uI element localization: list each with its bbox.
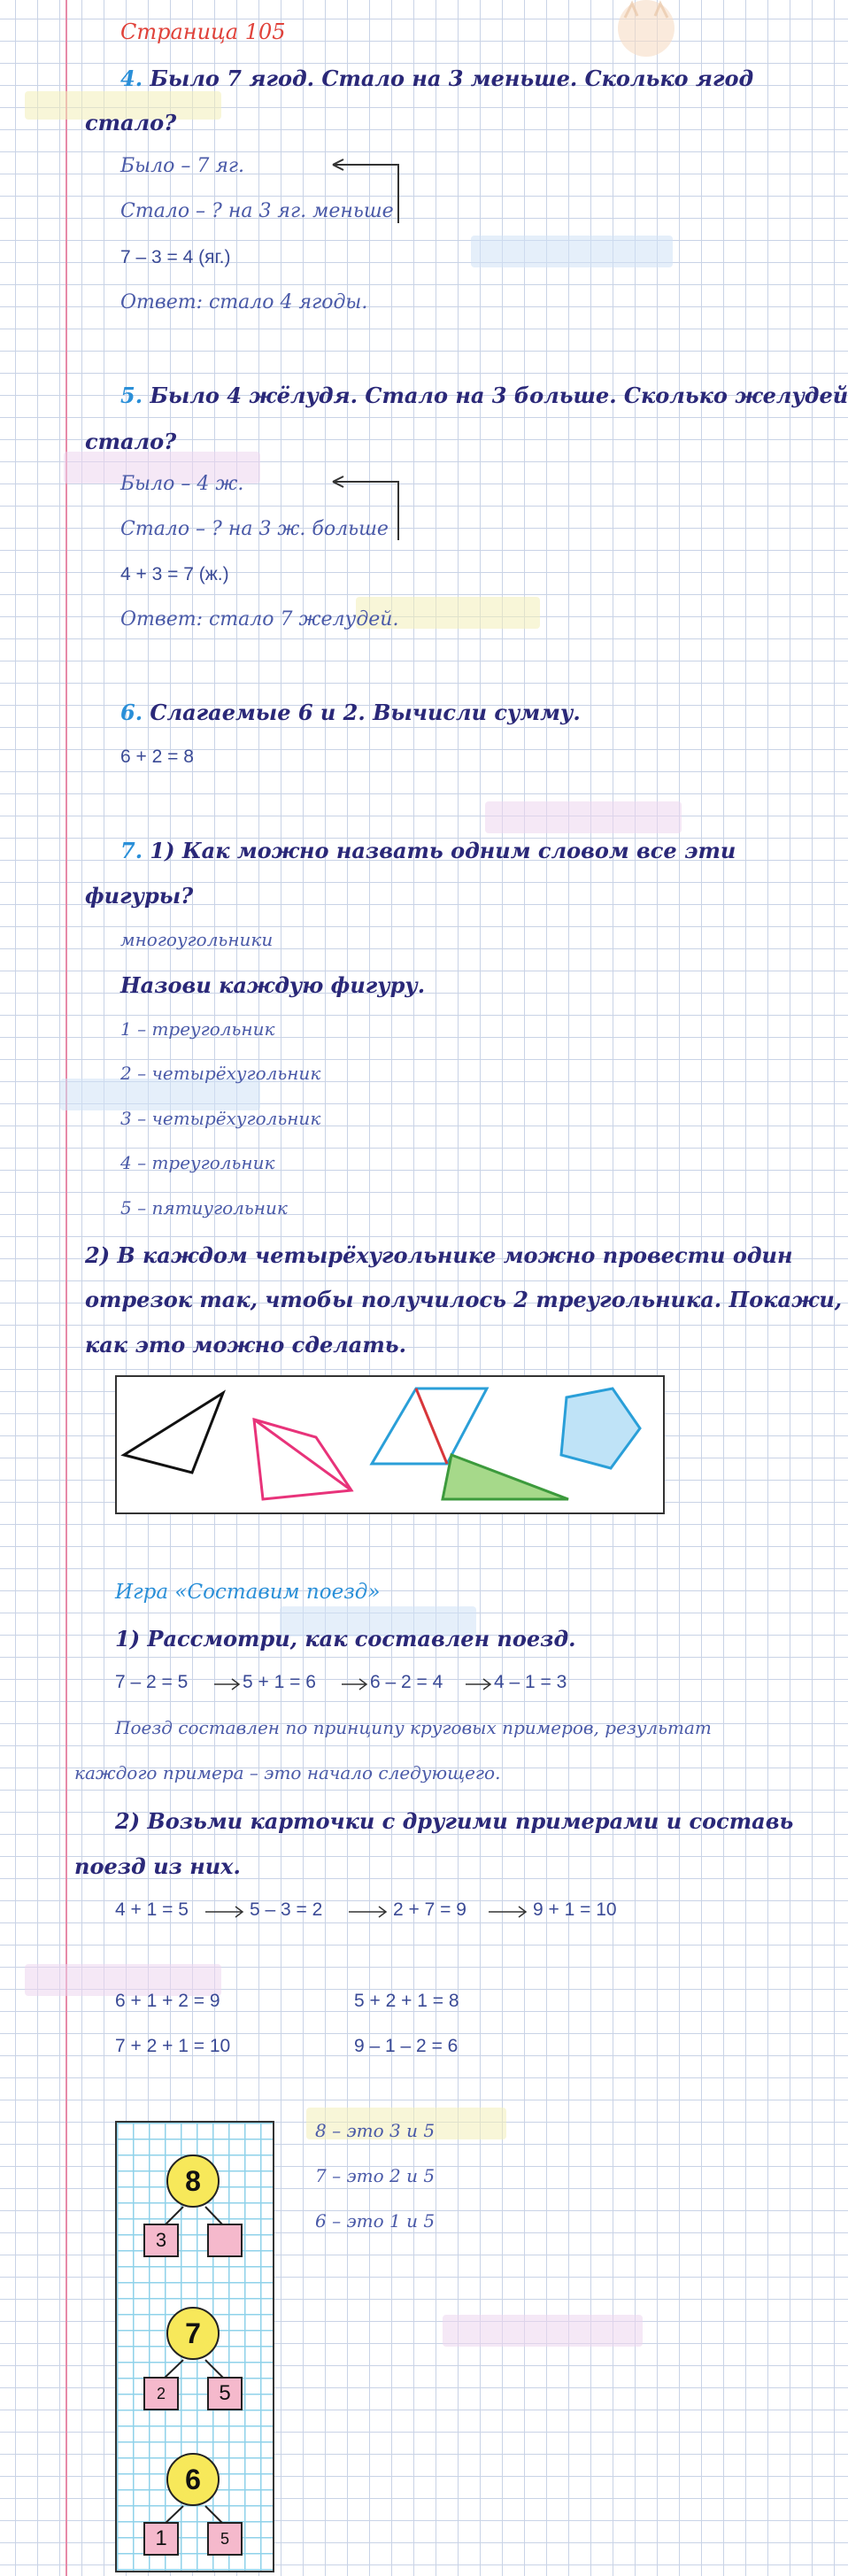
task7-question: [120, 838, 736, 863]
task4-question: [120, 66, 753, 91]
part-square: 5: [207, 2377, 243, 2410]
part-square: 2: [143, 2377, 179, 2410]
task7-subtask: Назови каждую фигуру.: [120, 972, 426, 998]
train-car: 6 – 2 = 4: [370, 1672, 443, 1692]
game-step1: 1) Рассмотри, как составлен поезд.: [115, 1626, 576, 1652]
task4-became: Стало – ? на 3 яг. меньше: [120, 200, 394, 222]
train-car: 2 + 7 = 9: [393, 1899, 466, 1920]
task4-was: Было – 7 яг.: [120, 155, 244, 177]
number-circle: 7: [166, 2307, 220, 2360]
train-example: [533, 1899, 617, 1921]
notebook-margin-line: [66, 0, 67, 2576]
part-square: 5: [207, 2522, 243, 2556]
watermark-block: [485, 801, 682, 833]
watermark-block: [471, 236, 673, 267]
polygons-drawing: [117, 1377, 663, 1512]
task4-text-line2: стало?: [85, 110, 177, 135]
task5-was: Было – 4 ж.: [120, 473, 244, 495]
task5-became: Стало – ? на 3 ж. больше: [120, 518, 389, 540]
pentagon-shape-5: [561, 1389, 640, 1468]
example-card: 5 + 2 + 1 = 8: [354, 1991, 459, 2011]
task4-text-line1: Было 7 ягод. Стало на 3 меньше. Сколько ягод: [150, 66, 754, 91]
arrow-right-icon: [464, 1676, 494, 1692]
number-circle: 6: [166, 2453, 220, 2506]
number-composition-figure: [115, 2121, 274, 2572]
arrow-right-icon: [347, 1904, 389, 1920]
shape-name-3: 3 – четырёхугольник: [120, 1108, 321, 1129]
task4-equation: 7 – 3 = 4 (яг.): [120, 247, 231, 267]
game-explain-line2: каждого примера – это начало следующего.: [74, 1762, 501, 1783]
game-step2-line1: 2) Возьми карточки с другими примерами и составь: [115, 1808, 794, 1834]
task6-number: 6.: [120, 700, 143, 725]
arrow-right-icon: [204, 1904, 246, 1920]
composition-line: 6 – это 1 и 5: [315, 2210, 436, 2232]
task5-equation: 4 + 3 = 7 (ж.): [120, 564, 229, 584]
task6-question: [120, 700, 581, 725]
train-example: [393, 1899, 466, 1921]
train-car: 5 + 1 = 6: [243, 1672, 316, 1692]
shapes-figure: [115, 1375, 665, 1514]
arrow-right-icon: [487, 1904, 529, 1920]
shape-name-1: 1 – треугольник: [120, 1018, 275, 1040]
task4-answer: Ответ: стало 4 ягоды.: [120, 291, 368, 313]
task6-equation: 6 + 2 = 8: [120, 746, 194, 767]
task7-part2-line2: отрезок так, чтобы получилось 2 треугольника. Покажи,: [85, 1287, 843, 1312]
shape-name-2: 2 – четырёхугольник: [120, 1063, 321, 1084]
example-card: 9 – 1 – 2 = 6: [354, 2036, 459, 2056]
page-title: Страница 105: [120, 19, 286, 44]
triangle-shape-1: [124, 1393, 223, 1473]
shape-name-5: 5 – пятиугольник: [120, 1197, 288, 1218]
task4-number: 4.: [120, 66, 143, 91]
train-example: [115, 1899, 189, 1921]
train-car: 5 – 3 = 2: [250, 1899, 323, 1920]
comparison-arrow-icon: [328, 473, 402, 542]
composition-line: 7 – это 2 и 5: [315, 2165, 436, 2186]
train-example: [243, 1672, 316, 1693]
task7-text-line2: фигуры?: [85, 883, 194, 909]
example-card: 6 + 1 + 2 = 9: [115, 1991, 220, 2011]
part-square: 3: [143, 2224, 179, 2257]
train-car: 4 – 1 = 3: [494, 1672, 567, 1692]
triangle-shape-4: [443, 1455, 568, 1499]
composition-line: 8 – это 3 и 5: [315, 2120, 436, 2141]
task7-part2-line1: 2) В каждом четырёхугольнике можно провести один: [85, 1242, 793, 1268]
cat-logo-icon: [611, 0, 682, 66]
part-square: [207, 2224, 243, 2257]
quadrilateral-shape-3: [372, 1389, 487, 1464]
train-example: [115, 1672, 188, 1693]
task7-part2-line3: как это можно сделать.: [85, 1332, 406, 1358]
part-square: 1: [143, 2522, 179, 2556]
task5-number: 5.: [120, 383, 143, 408]
train-car: 4 + 1 = 5: [115, 1899, 189, 1920]
number-circle: 8: [166, 2154, 220, 2208]
arrow-right-icon: [212, 1676, 243, 1692]
game-explain-line1: Поезд составлен по принципу круговых примеров, результат: [115, 1717, 712, 1738]
watermark-block: [443, 2315, 643, 2347]
task7-text-line1: 1) Как можно назвать одним словом все эти: [150, 838, 736, 863]
train-example: [370, 1672, 443, 1693]
task5-text-line2: стало?: [85, 429, 177, 454]
task5-text-line1: Было 4 жёлудя. Стало на 3 больше. Сколько желудей: [150, 383, 848, 408]
task6-text: Слагаемые 6 и 2. Вычисли сумму.: [150, 700, 581, 725]
comparison-arrow-icon: [328, 156, 402, 225]
game-step2-line2: поезд из них.: [74, 1853, 241, 1879]
train-car: 9 + 1 = 10: [533, 1899, 617, 1920]
game-title: Игра «Составим поезд»: [115, 1581, 381, 1604]
example-card: 7 + 2 + 1 = 10: [115, 2036, 231, 2056]
task7-answer1: многоугольники: [120, 929, 274, 950]
train-example: [494, 1672, 567, 1693]
task7-number: 7.: [120, 838, 143, 863]
train-car: 7 – 2 = 5: [115, 1672, 189, 1692]
task5-question: [120, 383, 848, 408]
train-example: [250, 1899, 322, 1921]
arrow-right-icon: [340, 1676, 370, 1692]
shape-name-4: 4 – треугольник: [120, 1152, 275, 1173]
task5-answer: Ответ: стало 7 желудей.: [120, 608, 399, 630]
